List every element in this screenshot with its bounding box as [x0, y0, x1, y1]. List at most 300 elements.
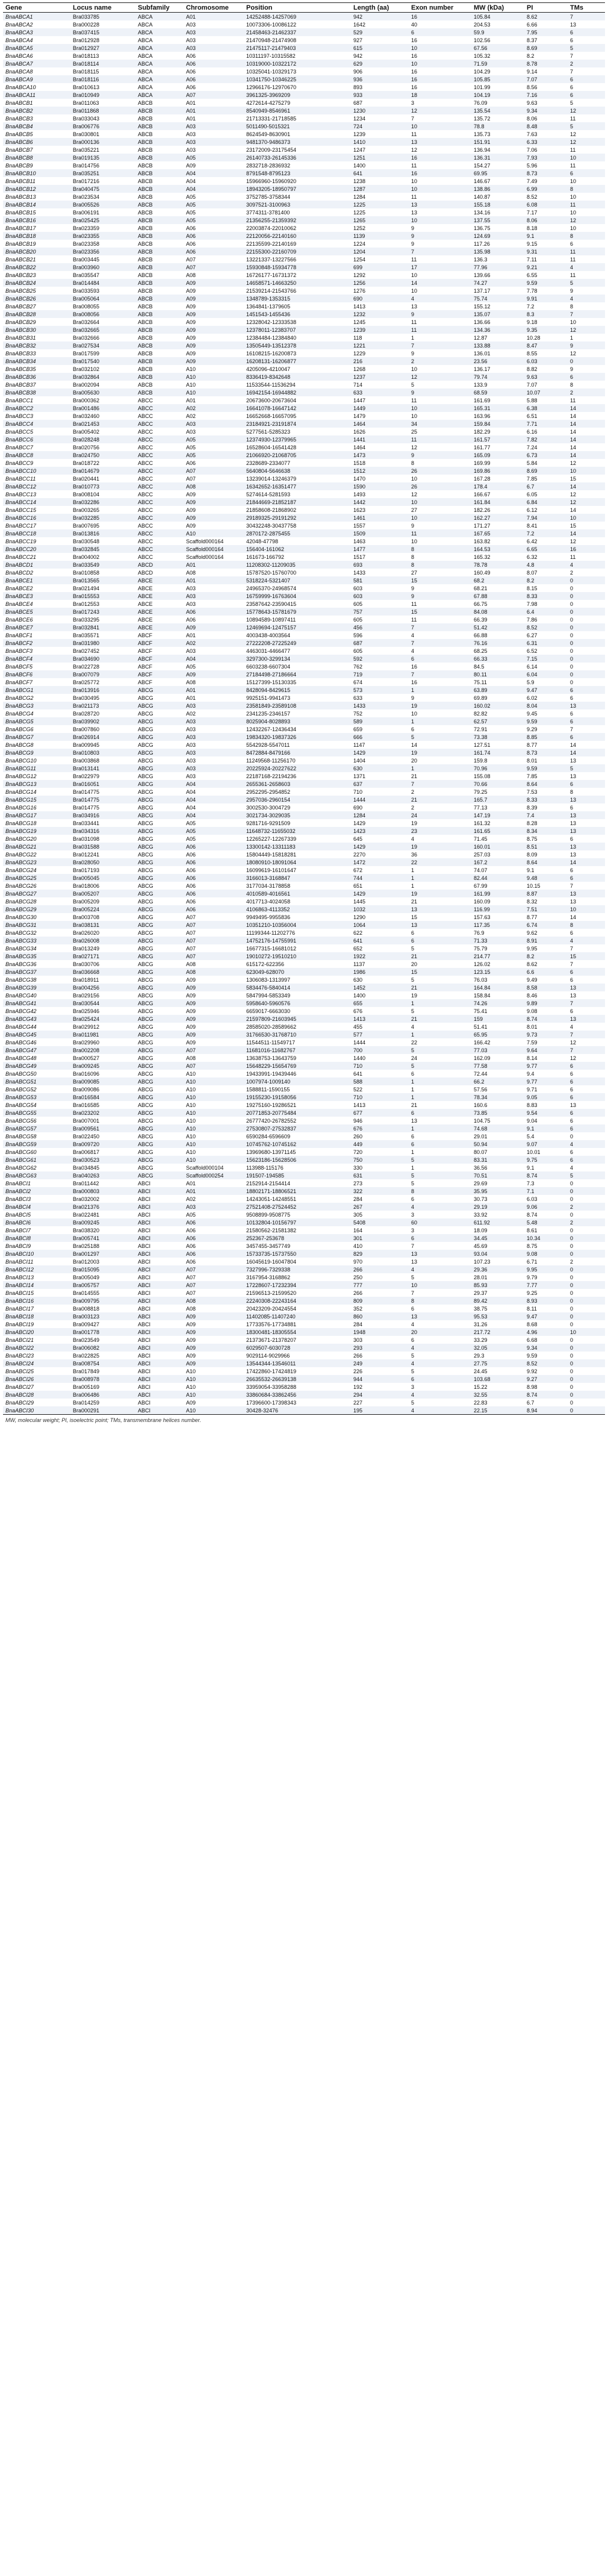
cell-exon-number: 11	[411, 256, 417, 263]
cell-tms: 2	[570, 389, 574, 396]
cell-subfamily: ABCB	[138, 139, 153, 145]
cell-gene: BnaABCB10	[5, 170, 36, 176]
cell-subfamily: ABCB	[138, 162, 153, 169]
cell-pi: 9.1	[527, 232, 535, 239]
cell-mw: 29.69	[474, 1180, 488, 1187]
cell-tms: 6	[570, 1109, 574, 1116]
cell-locus-name: Bra039902	[73, 718, 100, 725]
cell-pi: 8.09	[527, 851, 538, 858]
cell-position: 15787520-15760700	[246, 569, 297, 576]
cell-tms: 2	[570, 1258, 574, 1265]
table-row	[3, 302, 605, 310]
cell-chromosome: A05	[186, 201, 196, 208]
cell-mw: 105.85	[474, 76, 491, 83]
cell-pi: 8.46	[527, 992, 538, 999]
cell-position: 20673600-20673604	[246, 397, 297, 404]
cell-position: 2341235-2346157	[246, 710, 291, 717]
cell-subfamily: ABCC	[138, 499, 154, 505]
table-row	[3, 1195, 605, 1203]
cell-chromosome: A01	[186, 577, 196, 584]
cell-length: 1470	[353, 475, 366, 482]
cell-subfamily: ABCB	[138, 381, 153, 388]
cell-pi: 9.47	[527, 1313, 538, 1320]
cell-mw: 29.19	[474, 1203, 488, 1210]
cell-chromosome: Scaffold000104	[186, 1164, 224, 1171]
cell-pi: 10.34	[527, 1235, 541, 1241]
cell-mw: 135.72	[474, 115, 491, 122]
cell-locus-name: Bra025772	[73, 679, 100, 685]
cell-exon-number: 5	[411, 1062, 415, 1069]
cell-length: 1429	[353, 843, 366, 850]
cell-locus-name: Bra027452	[73, 647, 100, 654]
cell-mw: 75.74	[474, 295, 488, 302]
cell-mw: 74.26	[474, 1000, 488, 1006]
table-row	[3, 349, 605, 357]
cell-subfamily: ABCA	[138, 13, 153, 20]
cell-pi: 9.59	[527, 1352, 538, 1359]
cell-subfamily: ABCB	[138, 225, 153, 231]
cell-pi: 8.93	[527, 1297, 538, 1304]
cell-pi: 9.04	[527, 1117, 538, 1124]
cell-mw: 66.75	[474, 600, 488, 607]
cell-length: 744	[353, 875, 363, 881]
table-row	[3, 91, 605, 99]
cell-chromosome: A03	[186, 21, 196, 28]
cell-pi: 9.75	[527, 1156, 538, 1163]
cell-exon-number: 16	[411, 154, 418, 161]
cell-gene: BnaABCG38	[5, 976, 37, 983]
table-row	[3, 490, 605, 498]
cell-mw: 23.56	[474, 358, 488, 364]
cell-subfamily: ABCI	[138, 1282, 151, 1288]
cell-exon-number: 21	[411, 1015, 418, 1022]
cell-locus-name: Bra005224	[73, 906, 100, 912]
cell-gene: BnaABCG33	[5, 937, 37, 944]
cell-position: 17228607-17232394	[246, 1282, 297, 1288]
cell-tms: 14	[570, 452, 577, 458]
cell-mw: 77.58	[474, 1062, 488, 1069]
cell-pi: 7.85	[527, 475, 538, 482]
cell-position: 4272614-4275279	[246, 99, 291, 106]
cell-exon-number: 8	[411, 1188, 415, 1194]
cell-exon-number: 9	[411, 694, 415, 701]
cell-gene: BnaABCG48	[5, 1055, 37, 1061]
cell-pi: 8.62	[527, 961, 538, 967]
cell-exon-number: 1	[411, 1164, 415, 1171]
cell-chromosome: A06	[186, 843, 196, 850]
cell-position: 161673-166792	[246, 554, 285, 560]
cell-pi: 6.84	[527, 499, 538, 505]
cell-length: 118	[353, 334, 362, 341]
cell-mw: 51.42	[474, 624, 488, 631]
cell-position: 8336419-8342648	[246, 373, 291, 380]
cell-gene: BnaABCC15	[5, 507, 37, 513]
cell-position: 9949495-9955836	[246, 914, 291, 920]
cell-chromosome: A09	[186, 1039, 196, 1046]
cell-subfamily: ABCB	[138, 350, 153, 357]
cell-chromosome: A06	[186, 460, 196, 466]
cell-exon-number: 1	[411, 1000, 415, 1006]
cell-chromosome: A03	[186, 585, 196, 591]
cell-pi: 9.35	[527, 326, 538, 333]
cell-pi: 7.15	[527, 655, 538, 662]
cell-chromosome: A07	[186, 1062, 196, 1069]
cell-tms: 4	[570, 561, 574, 568]
cell-position: 3961325-3969209	[246, 92, 291, 98]
cell-locus-name: Bra023359	[73, 225, 100, 231]
table-row	[3, 60, 605, 67]
cell-exon-number: 9	[411, 522, 415, 529]
cell-subfamily: ABCA	[138, 92, 153, 98]
cell-locus-name: Bra022979	[73, 773, 100, 779]
cell-pi: 6.14	[527, 663, 538, 670]
cell-chromosome: A06	[186, 616, 196, 623]
cell-subfamily: ABCG	[138, 734, 154, 740]
cell-position: 11681016-11682767	[246, 1047, 296, 1053]
table-row	[3, 341, 605, 349]
cell-subfamily: ABCA	[138, 52, 153, 59]
cell-chromosome: A10	[184, 1406, 244, 1415]
cell-position: 26140733-26145336	[246, 154, 297, 161]
table-row	[3, 1320, 605, 1328]
cell-pi: 8.55	[527, 350, 538, 357]
cell-position: 8791548-8795123	[246, 170, 291, 176]
header-chromosome: Chromosome	[184, 3, 244, 13]
cell-gene: BnaABCG49	[5, 1062, 37, 1069]
cell-length: 164	[353, 1227, 363, 1233]
table-row	[3, 960, 605, 968]
cell-chromosome: A09	[186, 671, 196, 678]
cell-chromosome: A09	[186, 1015, 196, 1022]
cell-locus-name: Bra010773	[73, 483, 100, 490]
table-row	[3, 420, 605, 428]
cell-pi: 8.58	[527, 984, 538, 991]
cell-mw: 135.07	[474, 311, 491, 317]
cell-subfamily: ABCG	[138, 1086, 154, 1093]
cell-mw: 116.99	[474, 906, 490, 912]
cell-exon-number: 21	[411, 773, 418, 779]
cell-position: 22120056-22140160	[246, 232, 297, 239]
cell-gene: BnaABCI13	[5, 1274, 34, 1280]
cell-exon-number: 13	[411, 1117, 418, 1124]
cell-chromosome: A07	[186, 937, 196, 944]
cell-position: 19275160-19286521	[246, 1102, 297, 1108]
cell-chromosome: A10	[186, 373, 196, 380]
cell-subfamily: ABCC	[138, 554, 154, 560]
cell-length: 284	[353, 1321, 363, 1327]
cell-length: 1239	[353, 131, 366, 137]
cell-tms: 2	[570, 1219, 574, 1226]
cell-locus-name: Bra011981	[73, 1031, 99, 1038]
cell-pi: 7.53	[527, 788, 538, 795]
cell-gene: BnaABCI6	[5, 1219, 31, 1226]
table-row	[3, 208, 605, 216]
cell-pi: 8.52	[527, 624, 538, 631]
cell-locus-name: Bra023202	[73, 1109, 100, 1116]
cell-tms: 13	[570, 21, 577, 28]
cell-gene: BnaABCG60	[5, 1149, 37, 1155]
cell-length: 641	[353, 1070, 363, 1077]
cell-position: 21066920-21068705	[246, 452, 297, 458]
cell-gene: BnaABCA10	[5, 84, 36, 90]
cell-tms: 10	[570, 154, 577, 161]
cell-subfamily: ABCB	[138, 287, 153, 294]
cell-position: 17422860-17424819	[246, 1368, 297, 1374]
cell-gene: BnaABCG36	[5, 961, 37, 967]
table-row	[3, 623, 605, 631]
cell-chromosome: A09	[186, 311, 196, 317]
cell-tms: 10	[570, 467, 577, 474]
cell-mw: 77.13	[474, 804, 488, 811]
cell-mw: 24.45	[474, 1368, 488, 1374]
cell-chromosome: A10	[186, 1070, 196, 1077]
table-row	[3, 725, 605, 733]
cell-exon-number: 5	[411, 1172, 415, 1179]
cell-mw: 72.44	[474, 1070, 488, 1077]
cell-subfamily: ABCI	[138, 1266, 151, 1273]
cell-tms: 0	[570, 1188, 574, 1194]
cell-gene: BnaABCG8	[5, 741, 34, 748]
cell-length: 1449	[353, 405, 366, 411]
cell-subfamily: ABCF	[138, 655, 153, 662]
cell-subfamily: ABCG	[138, 1015, 154, 1022]
cell-tms: 0	[570, 1227, 574, 1233]
cell-gene: BnaABCI23	[5, 1352, 34, 1359]
cell-chromosome: A09	[186, 992, 196, 999]
cell-subfamily: ABCI	[138, 1344, 151, 1351]
cell-subfamily: ABCI	[138, 1391, 151, 1398]
cell-length: 1265	[353, 217, 366, 223]
cell-chromosome: A07	[186, 1047, 196, 1053]
cell-gene: BnaABCI12	[5, 1266, 34, 1273]
cell-locus-name: Bra040263	[73, 1172, 100, 1179]
cell-position: 13300142-13311183	[246, 843, 296, 850]
cell-locus-name: Bra005049	[73, 1274, 100, 1280]
cell-exon-number: 10	[411, 178, 418, 184]
cell-gene: BnaABCB28	[5, 311, 36, 317]
cell-gene: BnaABCB37	[5, 381, 36, 388]
table-row	[3, 1031, 605, 1038]
cell-subfamily: ABCG	[138, 835, 154, 842]
cell-length: 1234	[353, 115, 366, 122]
cell-position: 11402085-11407240	[246, 1313, 296, 1320]
cell-gene: BnaABCB36	[5, 373, 36, 380]
cell-mw: 71.33	[474, 937, 488, 944]
table-row	[3, 835, 605, 843]
cell-length: 1139	[353, 232, 365, 239]
cell-gene: BnaABCI16	[5, 1297, 34, 1304]
cell-position: 21596513-21599520	[246, 1290, 297, 1296]
cell-tms: 14	[570, 428, 577, 435]
cell-chromosome: Scaffold000164	[186, 538, 224, 544]
cell-locus-name: Bra003960	[73, 264, 100, 270]
cell-mw: 164.84	[474, 984, 491, 991]
cell-locus-name: Bra023534	[73, 193, 100, 200]
cell-length: 605	[353, 647, 363, 654]
cell-locus-name: Bra006191	[73, 209, 100, 216]
cell-subfamily: ABCB	[138, 358, 153, 364]
cell-length: 1254	[353, 256, 366, 263]
cell-tms: 7	[570, 68, 574, 75]
cell-mw: 136.94	[474, 146, 491, 153]
cell-position: 2832718-2836932	[246, 162, 291, 169]
cell-tms: 7	[570, 945, 574, 952]
cell-subfamily: ABCI	[138, 1336, 151, 1343]
table-row	[3, 890, 605, 897]
cell-chromosome: A10	[186, 1383, 196, 1390]
cell-locus-name: Bra032286	[73, 499, 100, 505]
cell-locus-name: Bra009795	[73, 1297, 100, 1304]
cell-position: 21858608-21868902	[246, 507, 297, 513]
cell-tms: 0	[570, 358, 574, 364]
cell-mw: 136.31	[474, 154, 491, 161]
cell-length: 293	[353, 1344, 363, 1351]
cell-position: 27530807-27532837	[246, 1125, 297, 1132]
cell-locus-name: Bra038320	[73, 1227, 100, 1233]
cell-subfamily: ABCG	[138, 1055, 154, 1061]
cell-position: 24965370-24968574	[246, 585, 297, 591]
cell-subfamily: ABCB	[138, 201, 153, 208]
cell-pi: 8.39	[527, 804, 538, 811]
cell-pi: 9.14	[527, 68, 538, 75]
cell-exon-number: 8	[411, 554, 415, 560]
cell-pi: 9.59	[527, 279, 538, 286]
cell-mw: 136.3	[474, 256, 488, 263]
cell-length: 195	[351, 1406, 409, 1415]
cell-exon-number: 4	[411, 1391, 415, 1398]
cell-tms: 8	[570, 186, 574, 192]
cell-exon-number: 5	[411, 1368, 415, 1374]
cell-locus-name: Bra030801	[73, 131, 100, 137]
cell-mw: 178.4	[474, 483, 488, 490]
cell-gene: BnaABCC18	[5, 530, 37, 537]
cell-length: 1413	[353, 1102, 366, 1108]
cell-exon-number: 1	[411, 334, 415, 341]
cell-locus-name: Bra010803	[73, 749, 100, 756]
cell-exon-number: 21	[411, 898, 418, 905]
cell-gene: BnaABCC14	[5, 499, 37, 505]
cell-pi: 8.62	[527, 13, 538, 20]
cell-length: 449	[353, 1141, 363, 1147]
cell-gene: BnaABCB9	[5, 162, 33, 169]
cell-length: 1518	[353, 460, 366, 466]
cell-exon-number: 8	[411, 460, 415, 466]
cell-position: 5011490-5015321	[246, 123, 290, 129]
cell-locus-name: Bra000228	[73, 21, 100, 28]
cell-exon-number: 11	[411, 319, 417, 325]
cell-subfamily: ABCI	[138, 1227, 151, 1233]
cell-pi: 9.31	[527, 248, 538, 255]
cell-pi: 8.82	[527, 366, 538, 372]
cell-locus-name: Bra020441	[73, 475, 100, 482]
table-row	[3, 1187, 605, 1195]
cell-locus-name: Bra001297	[73, 1250, 100, 1257]
cell-mw: 79.25	[474, 788, 488, 795]
cell-subfamily: ABCG	[138, 906, 154, 912]
cell-length: 1433	[353, 569, 366, 576]
cell-tms: 10	[570, 514, 577, 521]
cell-mw: 12.87	[474, 334, 488, 341]
cell-subfamily: ABCG	[138, 1102, 154, 1108]
cell-exon-number: 2	[411, 804, 415, 811]
cell-tms: 0	[570, 624, 574, 631]
cell-position: 15648229-15654769	[246, 1062, 297, 1069]
cell-length: 724	[353, 123, 363, 129]
cell-pi: 8.91	[527, 937, 538, 944]
cell-chromosome: A03	[186, 45, 196, 51]
cell-position: 1306083-1313997	[246, 976, 291, 983]
cell-length: 1232	[353, 311, 366, 317]
cell-gene: BnaABCE4	[5, 600, 33, 607]
cell-mw: 257.03	[474, 851, 491, 858]
cell-exon-number: 5	[411, 1352, 415, 1359]
cell-length: 260	[353, 1133, 363, 1140]
cell-tms: 0	[570, 679, 574, 685]
cell-chromosome: A05	[186, 436, 196, 443]
cell-pi: 6.16	[527, 428, 538, 435]
cell-chromosome: A06	[186, 859, 196, 865]
table-row	[3, 1218, 605, 1226]
cell-exon-number: 15	[411, 968, 418, 975]
cell-mw: 75.41	[474, 1008, 488, 1014]
cell-pi: 6.65	[527, 546, 538, 552]
cell-tms: 14	[570, 413, 577, 419]
cell-chromosome: A06	[186, 1235, 196, 1241]
cell-mw: 151.91	[474, 139, 491, 145]
table-row	[3, 1015, 605, 1023]
cell-tms: 12	[570, 217, 577, 223]
cell-tms: 0	[570, 1297, 574, 1304]
cell-mw: 71.45	[474, 835, 488, 842]
cell-pi: 9.54	[527, 1109, 538, 1116]
cell-locus-name: Bra018115	[73, 68, 99, 75]
cell-length: 927	[353, 37, 363, 43]
cell-exon-number: 26	[411, 467, 418, 474]
cell-locus-name: Bra008978	[73, 1376, 100, 1382]
cell-mw: 162.27	[474, 514, 491, 521]
table-row	[3, 514, 605, 522]
cell-chromosome: A03	[186, 29, 196, 36]
cell-position: 6029507-6030728	[246, 1344, 291, 1351]
cell-tms: 7	[570, 1000, 574, 1006]
cell-exon-number: 20	[411, 1329, 418, 1335]
cell-locus-name: Bra003708	[73, 914, 100, 920]
cell-position: 3752785-3758344	[246, 193, 291, 200]
cell-mw: 68.21	[474, 585, 488, 591]
cell-length: 1137	[353, 961, 365, 967]
cell-pi: 9.59	[527, 765, 538, 772]
cell-subfamily: ABCB	[138, 131, 153, 137]
cell-exon-number: 7	[411, 1290, 415, 1296]
cell-gene: BnaABCC17	[5, 522, 37, 529]
cell-subfamily: ABCG	[138, 898, 154, 905]
table-row	[3, 99, 605, 107]
cell-length: 5408	[353, 1219, 366, 1226]
cell-subfamily: ABCE	[138, 585, 153, 591]
cell-pi: 6.4	[527, 608, 535, 615]
table-row	[3, 146, 605, 154]
cell-gene: BnaABCG57	[5, 1125, 37, 1132]
cell-pi: 8.15	[527, 585, 538, 591]
cell-gene: BnaABCA7	[5, 60, 33, 67]
cell-length: 1404	[353, 757, 366, 764]
cell-tms: 12	[570, 499, 577, 505]
cell-pi: 8.28	[527, 820, 538, 826]
cell-length: 1225	[353, 201, 366, 208]
cell-subfamily: ABCI	[138, 1383, 151, 1390]
cell-chromosome: A01	[186, 694, 196, 701]
cell-tms: 6	[570, 1156, 574, 1163]
